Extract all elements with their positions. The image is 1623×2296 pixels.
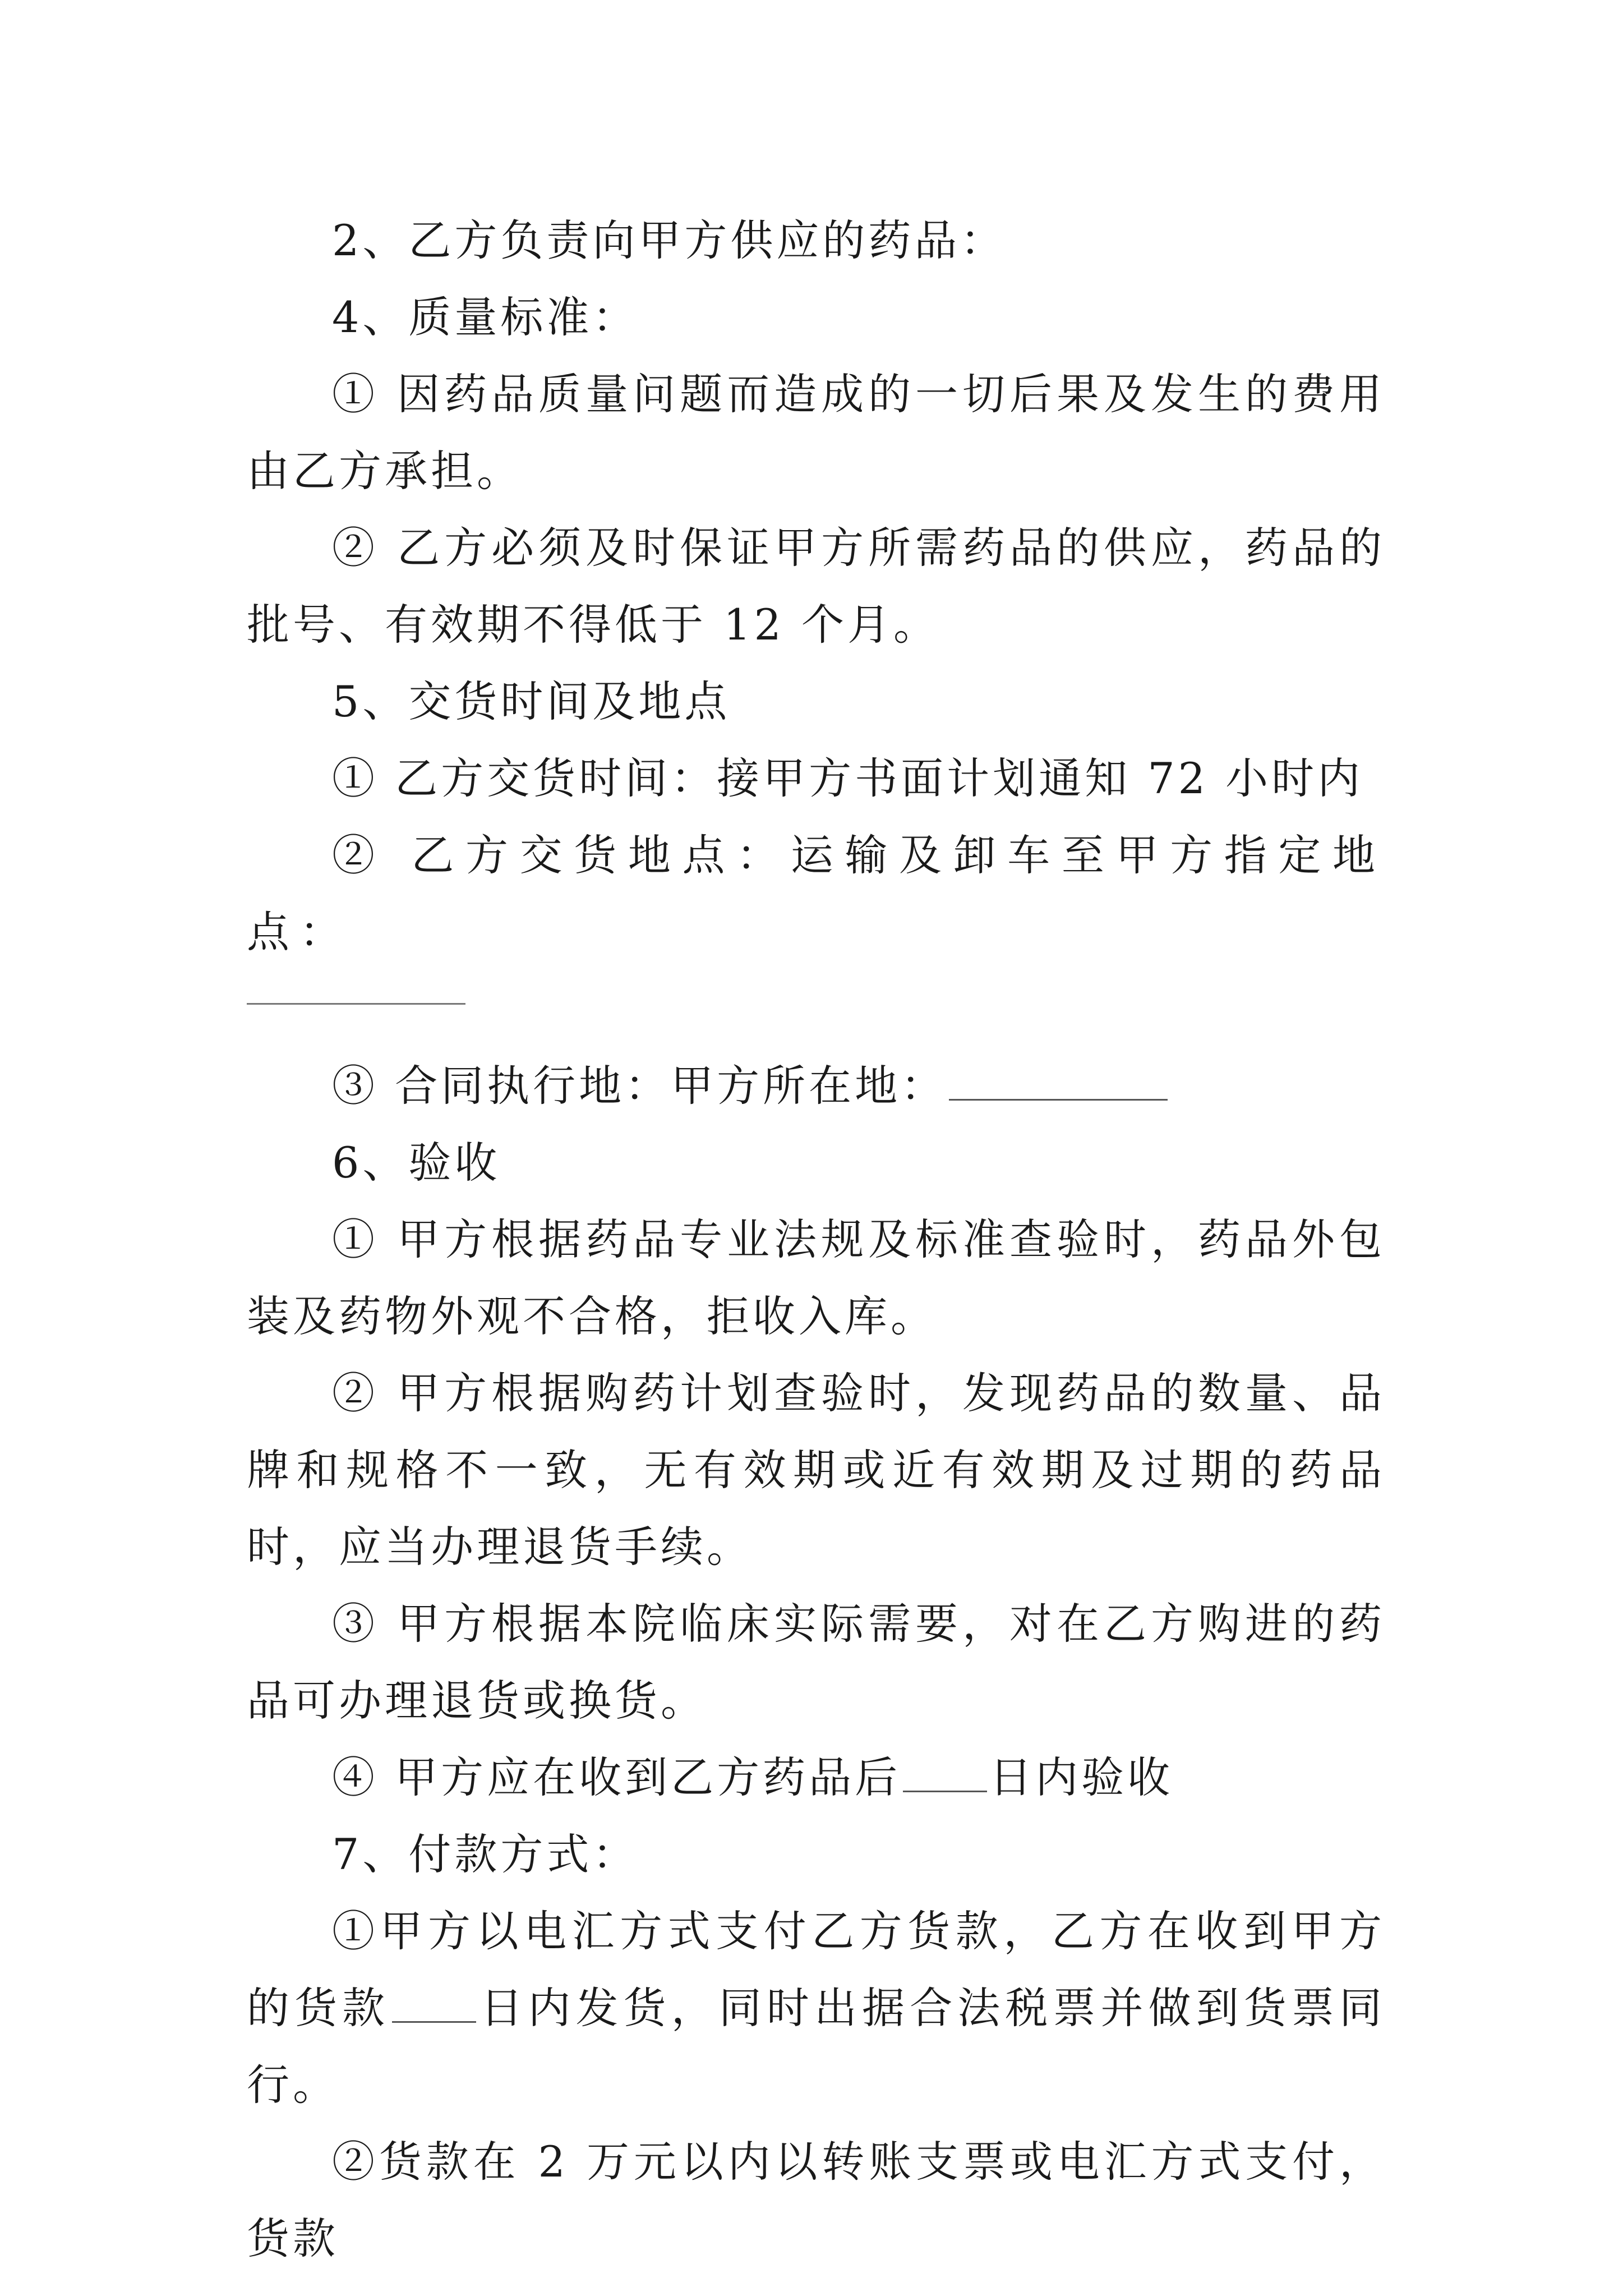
acceptance-deadline-suffix: 日内验收 [989,1752,1174,1802]
heading-payment: 7、付款方式： [332,1829,639,1879]
paragraph-payment-amount: ②货款在 2 万元以内以转账支票或电汇方式支付，货款 [247,2137,1385,2263]
heading-quality-standard: 4、质量标准： [332,292,639,342]
fill-in-line-delivery-location [247,970,1385,1047]
paragraph-return-exchange: ③ 甲方根据本院临床实际需要，对在乙方购进的药品可办理退货或换货。 [247,1599,1385,1726]
fill-in-blank-contract-place [949,1062,1168,1101]
fill-in-blank-shipping-days [392,1984,476,2023]
payment-wire-suffix: 日内发货，同时出据合法税票并做到货票同行。 [247,1983,1386,2110]
paragraph-acceptance-deadline [247,1739,1385,1816]
fill-in-blank-acceptance-days [903,1754,987,1792]
heading-acceptance: 6、验收 [332,1138,501,1188]
acceptance-deadline-prefix: ④ 甲方应在收到乙方药品后 [332,1752,901,1802]
payment-wire-prefix: ①甲方以电汇方式支付乙方货款，乙方在收到甲方的货款 [247,1906,1385,2033]
heading-delivery: 5、交货时间及地点 [332,677,731,726]
paragraph-supply-items: 2、乙方负责向甲方供应的药品： [332,215,1007,265]
paragraph-supply-guarantee: ② 乙方必须及时保证甲方所需药品的供应，药品的批号、有效期不得低于 12 个月。 [247,523,1385,650]
paragraph-delivery-location: ② 乙方交货地点：运输及卸车至甲方指定地点： [247,830,1385,957]
paragraph-acceptance-packaging: ① 甲方根据药品专业法规及标准查验时，药品外包装及药物外观不合格，拒收入库。 [247,1214,1385,1341]
paragraph-contract-place [247,1047,1385,1124]
paragraph-payment-wire [247,1893,1385,2123]
paragraph-acceptance-plan: ② 甲方根据购药计划查验时，发现药品的数量、品牌和规格不一致，无有效期或近有效期及过期的药品时，应当办理退货手续。 [247,1368,1385,1572]
document-body [247,202,1385,2277]
blank-line [247,1003,465,1005]
contract-place-label: ③ 合同执行地：甲方所在地： [332,1061,947,1111]
paragraph-delivery-time: ① 乙方交货时间：接甲方书面计划通知 72 小时内 [332,753,1364,803]
paragraph-quality-liability: ① 因药品质量问题而造成的一切后果及发生的费用由乙方承担。 [247,369,1385,496]
